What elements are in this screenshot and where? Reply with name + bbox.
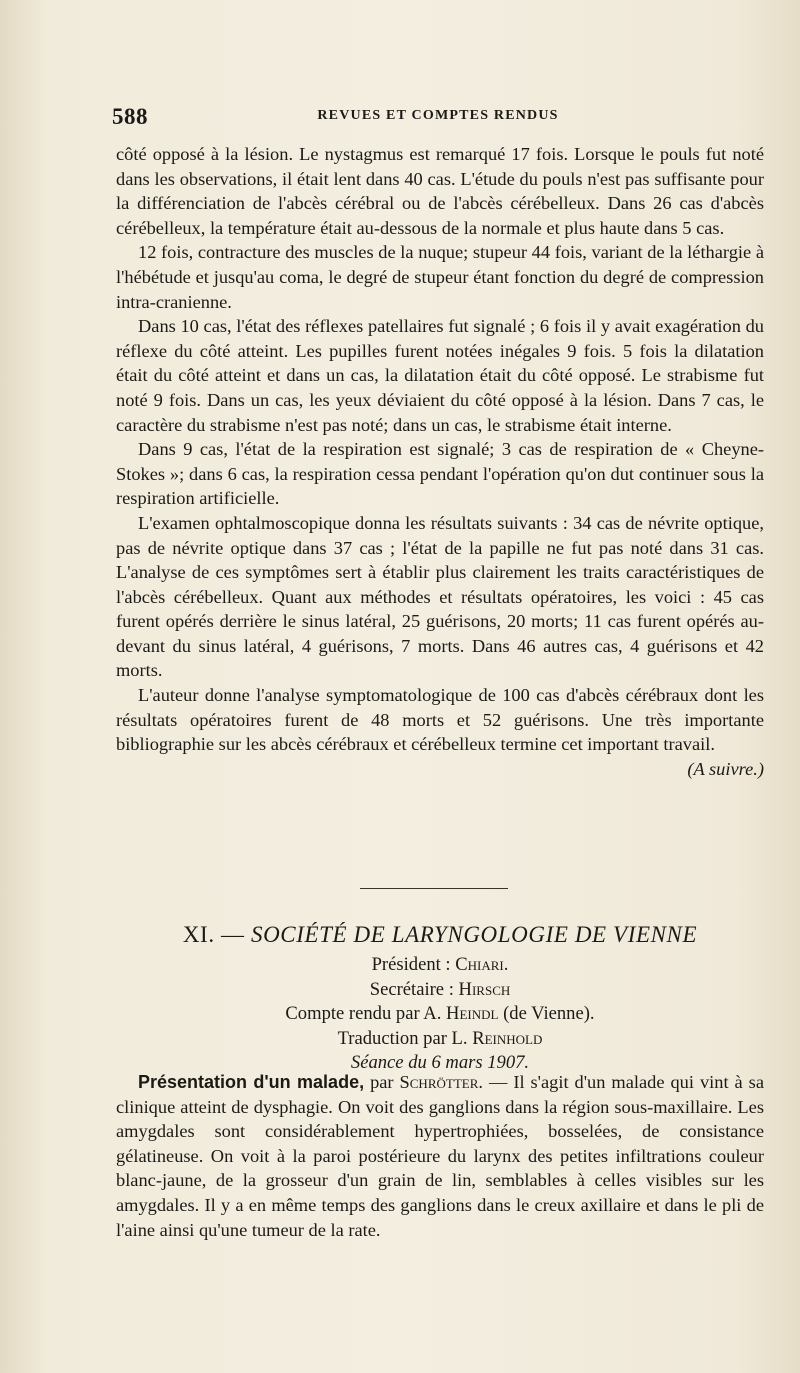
president-line [116, 953, 764, 978]
to-be-continued: (A suivre.) [687, 758, 764, 779]
secretary-label: Secrétaire : [369, 978, 454, 1000]
president-label: Président : [371, 954, 451, 975]
section-divider [360, 888, 508, 889]
paragraph-text: L'auteur donne l'analyse symptomatologique de 100 cas d'abcès cérébraux dont les résultats opératoires furent de 48 morts et 52 guérisons. Une très importante bibliographie sur les abcès cérébraux et cérébelleux termine cet important travail. [116, 685, 764, 755]
section-number: XI. — [182, 922, 245, 947]
secretary-line [116, 978, 764, 1003]
secretary-name: Hirsch [458, 978, 511, 1000]
review-continuation [116, 142, 764, 781]
page-number: 588 [112, 104, 148, 129]
paragraph: Dans 10 cas, l'état des réflexes patellaires fut signalé ; 6 fois il y avait exagération du réflexe du côté atteint. Les pupilles furent notées inégales 9 fois. 5 fois la dilatation était du côté atteint et dans un cas, la dilatation était du côté opposé. Le strabisme fut noté 9 fois. Dans un cas, les yeux déviaient du côté opposé à la lésion. Dans 7 cas, le caractère du strabisme n'est pas noté; dans un cas, le strabisme était interne. [116, 316, 764, 435]
translation-line [116, 1027, 764, 1052]
section-title [116, 922, 764, 948]
paragraph: côté opposé à la lésion. Le nystagmus est remarqué 17 fois. Lorsque le pouls fut noté dans les observations, il était lent dans 40 cas. L'étude du pouls n'est pas suffisante pour la différenciation de l'abcès cérébral ou de l'abcès cérébelleux. Dans 26 cas d'abcès cérébelleux, la température était au-dessous de la normale et plus haute dans 5 cas. [116, 144, 764, 238]
run-in-title: Présentation d'un malade, [138, 1072, 365, 1092]
session-date: Séance du 6 mars 1907. [350, 1052, 530, 1073]
translator-name: Reinhold [472, 1027, 543, 1049]
report-author: Heindl [446, 1003, 499, 1024]
translation-prefix: Traduction par L. [337, 1027, 468, 1049]
running-head: REVUES ET COMPTES RENDUS [317, 108, 559, 123]
paragraph-last [116, 683, 764, 779]
report-line [116, 1002, 764, 1027]
section-name: SOCIÉTÉ DE LARYNGOLOGIE DE VIENNE [250, 922, 698, 947]
page-header [112, 104, 764, 136]
paragraph: L'examen ophtalmoscopique donna les résultats suivants : 34 cas de névrite optique, pas de névrite optique dans 37 cas ; l'état de la papille ne fut pas noté dans 31 cas. L'analyse de ces symptômes sert à établir plus clairement les traits caractéristiques de l'abcès cérébelleux. Quant aux méthodes et résultats opératoires, les voici : 45 cas furent opérés derrière le sinus latéral, 25 guérisons, 20 morts; 11 cas furent opérés au-devant du sinus latéral, 4 guérisons, 7 morts. Dans 46 autres cas, 4 guérisons et 42 morts. [116, 512, 764, 681]
report-suffix: (de Vienne). [503, 1003, 595, 1024]
paragraph: Dans 9 cas, l'état de la respiration est signalé; 3 cas de respiration de « Cheyne-Stokes »; dans 6 cas, la respiration cessa pendant l'opération qu'on dut continuer sous la respiration artificielle. [116, 439, 764, 509]
section-meta [116, 953, 764, 1076]
president-name: Chiari. [455, 954, 509, 975]
presentation-text: — Il s'agit d'un malade qui vint à sa clinique atteint de dysphagie. On voit des ganglions dans la région sous-maxillaire. Les amygdales sont considérablement hypertrophiées, bosselées, de consistance gélatineuse. On voit à la paroi postérieure du larynx des petites infiltrations couleur blanc-jaune, de la grosseur d'un grain de lin, semblables à celles visibles sur les amygdales. Il y a en même temps des ganglions dans le creux axillaire et dans le pli de l'aine ainsi qu'une tumeur de la rate. [116, 1072, 764, 1240]
report-prefix: Compte rendu par A. [285, 1003, 442, 1024]
presenter-name: Schrötter. [399, 1072, 483, 1092]
paragraph: 12 fois, contracture des muscles de la nuque; stupeur 44 fois, variant de la léthargie à l'hébétude et jusqu'au coma, le degré de stupeur étant fonction du degré de compression intra-cranienne. [116, 242, 764, 312]
presentation-block [116, 1070, 764, 1242]
paragraph [116, 1070, 764, 1242]
by-word: par [370, 1072, 394, 1092]
